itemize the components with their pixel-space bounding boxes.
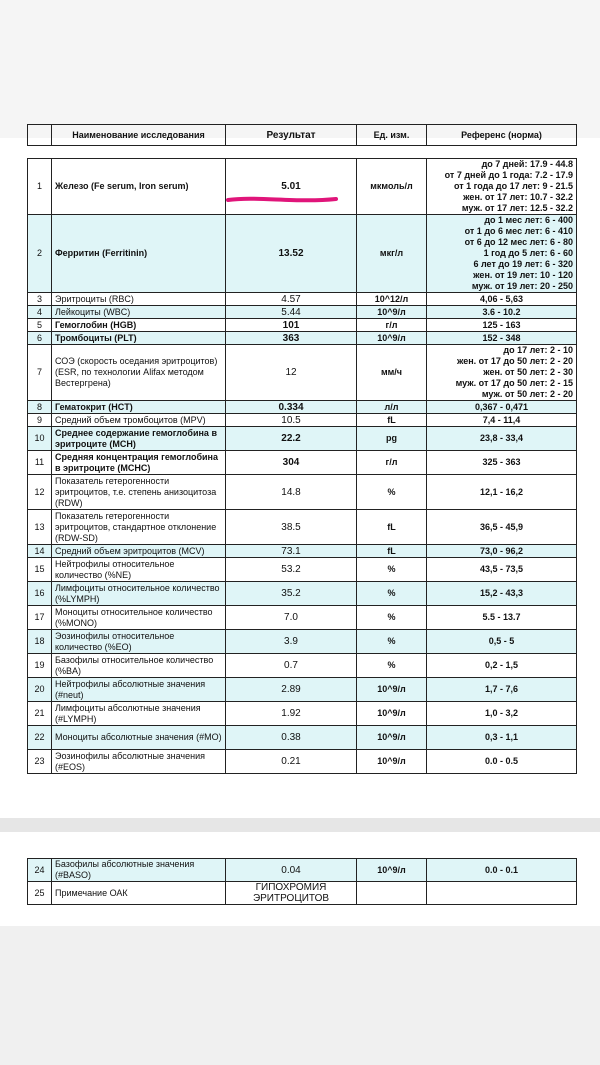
reference-line: муж. от 50 лет: 2 - 20 <box>481 389 573 399</box>
reference-range <box>427 215 577 293</box>
reference-range <box>427 319 577 332</box>
reference-range <box>427 510 577 545</box>
row-number: 21 <box>28 702 52 726</box>
reference-range <box>427 475 577 510</box>
report-page-2 <box>0 832 600 926</box>
reference-line: от 1 до 6 мес лет: 6 - 410 <box>464 226 573 236</box>
result-value: 22.2 <box>226 427 357 451</box>
header-ref: Референс (норма) <box>427 125 577 146</box>
reference-line: жен. от 19 лет: 10 - 120 <box>473 270 573 280</box>
test-name: Гематокрит (HCT) <box>52 401 226 414</box>
row-number: 12 <box>28 475 52 510</box>
reference-line: 12,1 - 16,2 <box>479 486 524 497</box>
row-number: 15 <box>28 558 52 582</box>
table-row <box>28 427 577 451</box>
result-value: 101 <box>226 319 357 332</box>
reference-range <box>427 859 577 882</box>
test-name: Нейтрофилы абсолютные значения (#neut) <box>52 678 226 702</box>
reference-range <box>427 401 577 414</box>
reference-range <box>427 293 577 306</box>
test-name: Базофилы относительное количество (%BA) <box>52 654 226 678</box>
row-number: 5 <box>28 319 52 332</box>
result-value: 35.2 <box>226 582 357 606</box>
test-name: Гемоглобин (HGB) <box>52 319 226 332</box>
result-value: 0.334 <box>226 401 357 414</box>
top-margin <box>0 0 600 138</box>
reference-line: 3.6 - 10.2 <box>482 306 521 317</box>
result-value: 13.52 <box>226 215 357 293</box>
reference-line: 152 - 348 <box>482 332 521 343</box>
reference-range <box>427 882 577 905</box>
test-name: Средний объем эритроцитов (MCV) <box>52 545 226 558</box>
table-row <box>28 654 577 678</box>
row-number: 20 <box>28 678 52 702</box>
result-value: 12 <box>226 345 357 401</box>
reference-line: до 1 мес лет: 6 - 400 <box>484 215 573 225</box>
reference-line: 23,8 - 33,4 <box>479 433 524 443</box>
unit-cell: fL <box>357 510 427 545</box>
table-row <box>28 882 577 905</box>
reference-line: 0,5 - 5 <box>488 636 515 646</box>
header-result: Результат <box>226 125 357 146</box>
table-row <box>28 293 577 306</box>
pink-underline-mark <box>226 194 338 204</box>
reference-line: 0,3 - 1,1 <box>484 732 519 742</box>
table-row <box>28 345 577 401</box>
page-separator <box>0 818 600 832</box>
result-value: 2.89 <box>226 678 357 702</box>
test-name: Железо (Fe serum, Iron serum) <box>52 159 226 215</box>
row-number: 11 <box>28 451 52 475</box>
test-name: Базофилы абсолютные значения (#BASO) <box>52 859 226 882</box>
reference-line: жен. от 17 до 50 лет: 2 - 20 <box>456 356 573 366</box>
table-row <box>28 401 577 414</box>
unit-cell: pg <box>357 427 427 451</box>
table-row <box>28 606 577 630</box>
reference-line: 0,367 - 0,471 <box>474 401 529 412</box>
reference-range <box>427 332 577 345</box>
test-name: Показатель гетерогенности эритроцитов, т.е. степень анизоцитоза (RDW) <box>52 475 226 510</box>
row-number: 22 <box>28 726 52 750</box>
reference-line: до 7 дней: 17.9 - 44.8 <box>481 159 573 169</box>
reference-range <box>427 678 577 702</box>
result-value: 10.5 <box>226 414 357 427</box>
unit-cell: % <box>357 475 427 510</box>
reference-line: 7,4 - 11,4 <box>482 414 521 425</box>
reference-line: жен. от 50 лет: 2 - 30 <box>483 367 573 377</box>
row-number: 4 <box>28 306 52 319</box>
reference-line: 43,5 - 73,5 <box>479 564 524 574</box>
table-row <box>28 582 577 606</box>
reference-line: 125 - 163 <box>482 319 521 330</box>
reference-range <box>427 726 577 750</box>
table-row <box>28 510 577 545</box>
table-row <box>28 215 577 293</box>
test-name: Моноциты абсолютные значения (#MO) <box>52 726 226 750</box>
row-number: 24 <box>28 859 52 882</box>
table-row <box>28 726 577 750</box>
reference-range <box>427 606 577 630</box>
unit-cell: 10^9/л <box>357 726 427 750</box>
reference-range <box>427 558 577 582</box>
test-name: Эозинофилы абсолютные значения (#EOS) <box>52 750 226 774</box>
results-table-continued <box>27 858 577 905</box>
reference-line: 0.0 - 0.5 <box>484 756 519 766</box>
result-value: 38.5 <box>226 510 357 545</box>
reference-range <box>427 630 577 654</box>
result-value: 4.57 <box>226 293 357 306</box>
result-value: 5.44 <box>226 306 357 319</box>
reference-line: 5.5 - 13.7 <box>482 612 521 622</box>
test-name: Среднее содержание гемоглобина в эритроците (MCH) <box>52 427 226 451</box>
header-unit: Ед. изм. <box>357 125 427 146</box>
row-number: 17 <box>28 606 52 630</box>
unit-cell: г/л <box>357 319 427 332</box>
test-name: Эритроциты (RBC) <box>52 293 226 306</box>
table-row <box>28 678 577 702</box>
reference-range <box>427 159 577 215</box>
table-row <box>28 702 577 726</box>
reference-line: 4,06 - 5,63 <box>479 293 524 304</box>
row-number: 2 <box>28 215 52 293</box>
test-name: Показатель гетерогенности эритроцитов, стандартное отклонение (RDW-SD) <box>52 510 226 545</box>
test-name: Эозинофилы относительное количество (%EO) <box>52 630 226 654</box>
table-row <box>28 750 577 774</box>
unit-cell: fL <box>357 545 427 558</box>
row-number: 23 <box>28 750 52 774</box>
result-value: 53.2 <box>226 558 357 582</box>
unit-cell: % <box>357 630 427 654</box>
row-number: 9 <box>28 414 52 427</box>
test-name: Средняя концентрация гемоглобина в эритроците (MCHC) <box>52 451 226 475</box>
test-name: СОЭ (скорость оседания эритроцитов) (ESR, по технологии Alifax методом Вестергрена) <box>52 345 226 401</box>
reference-line: от 7 дней до 1 года: 7.2 - 17.9 <box>444 170 573 180</box>
unit-cell: % <box>357 582 427 606</box>
test-name: Нейтрофилы относительное количество (%NE) <box>52 558 226 582</box>
result-value: 1.92 <box>226 702 357 726</box>
header-row <box>27 124 577 146</box>
row-number: 7 <box>28 345 52 401</box>
test-name: Лимфоциты относительное количество (%LYMPH) <box>52 582 226 606</box>
result-value: 5.01 <box>226 159 357 215</box>
unit-cell: % <box>357 654 427 678</box>
table-row <box>28 630 577 654</box>
result-value: 7.0 <box>226 606 357 630</box>
reference-line: от 6 до 12 мес лет: 6 - 80 <box>464 237 573 247</box>
reference-line: 1,7 - 7,6 <box>484 684 519 694</box>
unit-cell: мм/ч <box>357 345 427 401</box>
test-name: Тромбоциты (PLT) <box>52 332 226 345</box>
result-value: 363 <box>226 332 357 345</box>
reference-line: 0.0 - 0.1 <box>484 864 519 875</box>
unit-cell: 10^9/л <box>357 702 427 726</box>
unit-cell: г/л <box>357 451 427 475</box>
results-table <box>27 158 577 774</box>
result-value: 14.8 <box>226 475 357 510</box>
unit-cell: 10^9/л <box>357 859 427 882</box>
table-row <box>28 159 577 215</box>
reference-line: 0,2 - 1,5 <box>484 660 519 670</box>
test-name: Средний объем тромбоцитов (MPV) <box>52 414 226 427</box>
reference-line: 6 лет до 19 лет: 6 - 320 <box>473 259 573 269</box>
row-number: 14 <box>28 545 52 558</box>
report-page-1 <box>0 129 600 818</box>
reference-range <box>427 451 577 475</box>
result-value: 0.7 <box>226 654 357 678</box>
reference-range <box>427 306 577 319</box>
reference-line: 325 - 363 <box>482 457 521 467</box>
table-row <box>28 332 577 345</box>
result-value: 0.38 <box>226 726 357 750</box>
result-value: 304 <box>226 451 357 475</box>
table-row <box>28 319 577 332</box>
unit-cell: 10^9/л <box>357 750 427 774</box>
result-value: 0.21 <box>226 750 357 774</box>
reference-line: муж. от 19 лет: 20 - 250 <box>471 281 573 291</box>
reference-line: 1,0 - 3,2 <box>484 708 519 718</box>
table-row <box>28 475 577 510</box>
reference-line: муж. от 17 до 50 лет: 2 - 15 <box>455 378 573 388</box>
header-name: Наименование исследования <box>52 125 226 146</box>
unit-cell: мкмоль/л <box>357 159 427 215</box>
unit-cell: л/л <box>357 401 427 414</box>
reference-range <box>427 427 577 451</box>
test-name: Ферритин (Ferritinin) <box>52 215 226 293</box>
unit-cell: % <box>357 558 427 582</box>
reference-range <box>427 702 577 726</box>
row-number: 10 <box>28 427 52 451</box>
table-row <box>28 414 577 427</box>
result-value: ГИПОХРОМИЯ ЭРИТРОЦИТОВ <box>226 882 357 905</box>
reference-line: от 1 года до 17 лет: 9 - 21.5 <box>453 181 573 191</box>
row-number: 16 <box>28 582 52 606</box>
row-number: 8 <box>28 401 52 414</box>
row-number: 25 <box>28 882 52 905</box>
reference-range <box>427 414 577 427</box>
reference-range <box>427 582 577 606</box>
reference-line: до 17 лет: 2 - 10 <box>503 345 573 355</box>
reference-line: 36,5 - 45,9 <box>479 521 524 532</box>
row-number: 13 <box>28 510 52 545</box>
table-row <box>28 859 577 882</box>
reference-line: 1 год до 5 лет: 6 - 60 <box>483 248 573 258</box>
test-name: Лимфоциты абсолютные значения (#LYMPH) <box>52 702 226 726</box>
unit-cell: 10^9/л <box>357 332 427 345</box>
row-number: 6 <box>28 332 52 345</box>
table-row <box>28 306 577 319</box>
result-value: 0.04 <box>226 859 357 882</box>
reference-range <box>427 545 577 558</box>
reference-range <box>427 750 577 774</box>
header-num <box>28 125 52 146</box>
row-number: 18 <box>28 630 52 654</box>
result-value: 3.9 <box>226 630 357 654</box>
reference-line: 15,2 - 43,3 <box>479 588 524 598</box>
unit-cell <box>357 882 427 905</box>
row-number: 3 <box>28 293 52 306</box>
table-row <box>28 451 577 475</box>
reference-line: 73,0 - 96,2 <box>479 545 524 556</box>
unit-cell: мкг/л <box>357 215 427 293</box>
test-name: Моноциты относительное количество (%MONO) <box>52 606 226 630</box>
unit-cell: 10^12/л <box>357 293 427 306</box>
unit-cell: fL <box>357 414 427 427</box>
reference-line: муж. от 17 лет: 12.5 - 32.2 <box>461 203 573 213</box>
unit-cell: % <box>357 606 427 630</box>
result-value: 73.1 <box>226 545 357 558</box>
test-name: Лейкоциты (WBC) <box>52 306 226 319</box>
table-row <box>28 545 577 558</box>
row-number: 1 <box>28 159 52 215</box>
test-name: Примечание ОАК <box>52 882 226 905</box>
table-row <box>28 558 577 582</box>
bottom-margin <box>0 926 600 1065</box>
reference-line: жен. от 17 лет: 10.7 - 32.2 <box>463 192 573 202</box>
row-number: 19 <box>28 654 52 678</box>
reference-range <box>427 345 577 401</box>
reference-range <box>427 654 577 678</box>
unit-cell: 10^9/л <box>357 678 427 702</box>
unit-cell: 10^9/л <box>357 306 427 319</box>
